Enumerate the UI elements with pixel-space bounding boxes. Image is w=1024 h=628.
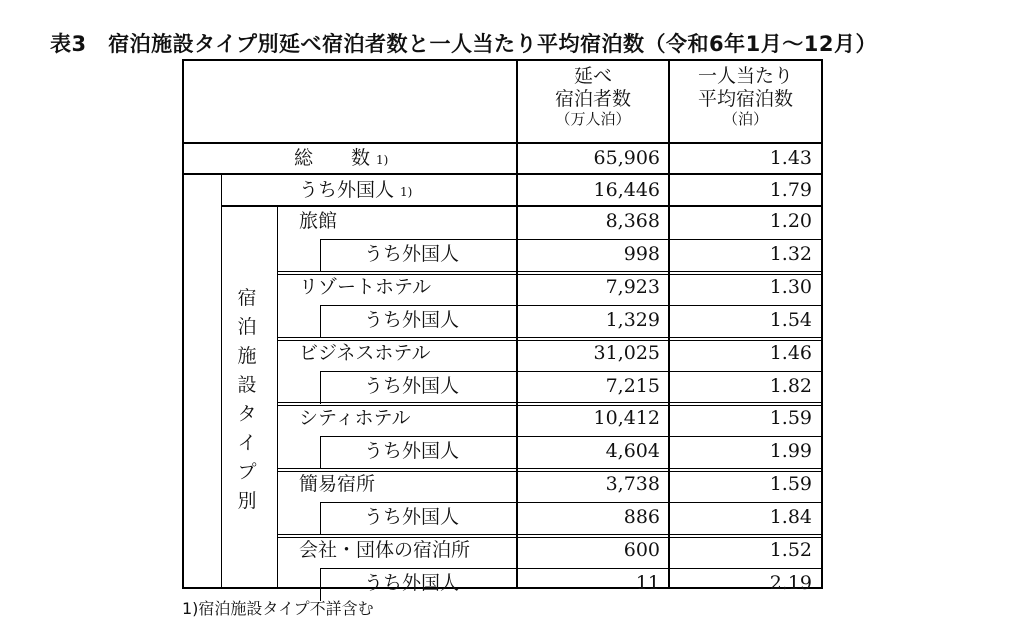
facility-foreign-guests: 1,329 [605,308,660,331]
facility-guests: 600 [623,539,660,561]
sub-row-indent-line [320,436,321,469]
group-label-char: タ [237,403,257,425]
group-label-char: 施 [237,345,257,367]
sub-row-indent-line [320,305,321,338]
sub-row-indent-line [320,239,321,272]
facility-type-label: リゾートホテル [299,275,432,298]
type-indent-line [277,207,278,587]
facility-foreign-avg: 1.32 [769,242,812,265]
facility-type-label: 旅館 [299,210,338,232]
facility-foreign-label: うち外国人 [364,308,460,331]
facility-guests: 7,923 [605,275,660,298]
group-label-char: 泊 [237,316,257,338]
header-guests-line1: 延べ [573,65,612,87]
facility-foreign-guests: 886 [623,506,660,529]
facility-foreign-guests: 4,604 [605,440,660,463]
facility-foreign-avg: 1.84 [769,506,812,529]
facility-foreign-guests: 11 [635,571,660,594]
header-avg-line2: 平均宿泊数 [697,88,793,110]
facility-foreign-avg: 1.82 [769,374,812,397]
header-guests-unit: （万人泊） [555,110,631,128]
total-guests: 65,906 [593,147,660,169]
facility-avg: 1.46 [769,341,812,364]
facility-guests: 31,025 [593,341,660,364]
foreign-total-label [299,175,412,206]
footnote: 1)宿泊施設タイプ不詳含む [182,599,374,618]
facility-avg: 1.30 [769,275,812,298]
foreign-total-note-ref: 1) [400,185,413,199]
facility-foreign-label: うち外国人 [364,571,460,594]
facility-avg: 1.20 [769,210,812,232]
header-avg-line1: 一人当たり [697,65,793,87]
group-indent-line [221,175,222,587]
facility-foreign-avg: 1.54 [769,308,812,331]
facility-foreign-label: うち外国人 [364,242,460,265]
group-label-vertical [232,284,262,516]
facility-foreign-avg: 1.99 [769,440,812,463]
total-label-text: 総 数 [294,147,371,169]
group-label-char: 別 [237,490,257,512]
facility-guests: 10,412 [593,407,660,430]
header-avg-unit: （泊） [722,110,768,128]
facility-avg: 1.59 [769,407,812,430]
facility-foreign-avg: 2.19 [769,571,812,594]
total-avg: 1.43 [769,147,812,169]
facility-foreign-label: うち外国人 [364,374,460,397]
facility-guests: 8,368 [605,210,660,232]
group-label-char: 設 [237,374,257,396]
sub-row-indent-line [320,371,321,404]
facility-guests: 3,738 [605,473,660,496]
facility-foreign-label: うち外国人 [364,440,460,463]
facility-type-label: 簡易宿所 [299,473,376,496]
facility-type-label: 会社・団体の宿泊所 [299,539,471,561]
facility-foreign-guests: 998 [623,242,660,265]
group-label-char: イ [237,432,257,454]
header-avg [670,65,821,128]
facility-foreign-guests: 7,215 [605,374,660,397]
total-note-ref: 1) [376,153,389,167]
group-label-char: 宿 [237,287,257,309]
header-guests [518,65,668,128]
total-label [294,143,388,174]
header-guests-line2: 宿泊者数 [554,88,631,110]
foreign-total-label-text: うち外国人 [299,179,395,201]
foreign-total-avg: 1.79 [769,179,812,201]
group-label-char: プ [237,461,257,483]
facility-avg: 1.59 [769,473,812,496]
sub-row-indent-line [320,502,321,535]
foreign-total-guests: 16,446 [593,179,660,201]
stats-table [182,59,823,594]
facility-foreign-label: うち外国人 [364,506,460,529]
facility-type-label: シティホテル [299,407,411,430]
facility-avg: 1.52 [769,539,812,561]
table-title: 表3 宿泊施設タイプ別延べ宿泊者数と一人当たり平均宿泊数（令和6年1月～12月） [50,32,878,56]
facility-type-label: ビジネスホテル [299,341,431,364]
